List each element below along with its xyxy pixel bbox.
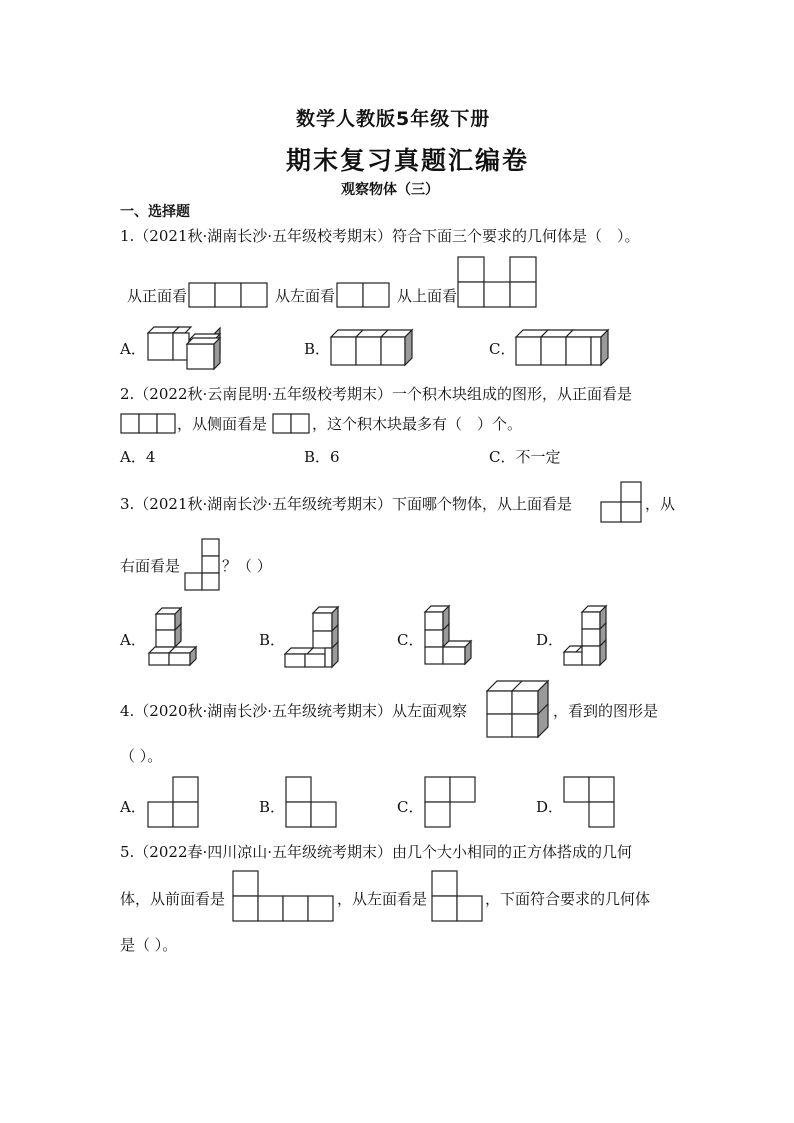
q1-option-a-figure bbox=[147, 320, 237, 370]
q4-object-figure bbox=[486, 680, 552, 740]
q3-option-d-figure bbox=[563, 605, 611, 667]
q4-option-c[interactable]: C． bbox=[397, 798, 424, 816]
q3-option-c-figure bbox=[424, 605, 480, 667]
q1-left-label: 从左面看 bbox=[275, 287, 336, 305]
q3-right-view-figure bbox=[184, 538, 222, 592]
q1-top-label: 从上面看 bbox=[397, 287, 458, 305]
question-3-text: 3.（2021秋·湖南长沙·五年级统考期末）下面哪个物体，从上面看是 bbox=[120, 495, 573, 513]
q1-front-view-figure bbox=[188, 282, 268, 308]
question-5-text: 5.（2022春·四川凉山·五年级统考期末）由几个大小相同的正方体搭成的几何 bbox=[120, 843, 633, 861]
q3-option-b-figure bbox=[284, 604, 344, 668]
q4-option-c-figure bbox=[424, 776, 478, 830]
q1-option-c-figure bbox=[515, 323, 611, 367]
question-1-text: 1.（2021秋·湖南长沙·五年级校考期末）符合下面三个要求的几何体是（ ）。 bbox=[120, 227, 640, 245]
q2-side-view-figure bbox=[272, 413, 312, 435]
question-2-text: 2.（2022秋·云南昆明·五年级校考期末）一个积木块组成的图形，从正面看是 bbox=[120, 385, 633, 403]
q3-option-a-figure bbox=[148, 605, 202, 667]
q1-front-label: 从正面看 bbox=[127, 287, 188, 305]
q3-text-line1-end: ，从 bbox=[645, 495, 676, 513]
q1-option-b-figure bbox=[330, 323, 420, 367]
q4-text-line2: （ ）。 bbox=[120, 747, 163, 765]
q1-option-c[interactable]: C． bbox=[489, 340, 516, 358]
q1-option-b[interactable]: B． bbox=[304, 340, 331, 358]
question-4-text: 4.（2020秋·湖南长沙·五年级统考期末）从左面观察 bbox=[120, 702, 468, 720]
q5-front-view-figure bbox=[232, 870, 336, 924]
q5-text-line2: 体，从前面看是 bbox=[120, 890, 226, 908]
q3-top-view-figure bbox=[600, 481, 644, 523]
q2-front-view-figure bbox=[120, 413, 176, 435]
q4-option-a-figure bbox=[147, 776, 201, 830]
q2-text-part1: ，从侧面看是 bbox=[177, 415, 268, 433]
q5-text-line2-end: ，下面符合要求的几何体 bbox=[485, 890, 651, 908]
section-heading: 一、选择题 bbox=[120, 204, 190, 220]
q5-text-line2-mid: ，从左面看是 bbox=[337, 890, 428, 908]
q3-text-line2-end: ？（ ） bbox=[222, 557, 272, 575]
q5-text-line3: 是（ ）。 bbox=[120, 936, 178, 954]
q5-left-view-figure bbox=[431, 870, 485, 924]
q4-option-d[interactable]: D． bbox=[536, 798, 564, 816]
q2-option-a[interactable]: A．4 bbox=[120, 448, 156, 466]
page-title: 数学人教版5年级下册 bbox=[296, 108, 491, 130]
q2-text-part2: ，这个积木块最多有（ ）个。 bbox=[312, 415, 523, 433]
q2-option-c[interactable]: C．不一定 bbox=[489, 448, 561, 466]
q1-top-view-figure bbox=[457, 256, 537, 308]
q4-option-a[interactable]: A． bbox=[120, 798, 146, 816]
q1-left-view-figure bbox=[336, 282, 390, 308]
q3-option-b[interactable]: B． bbox=[259, 631, 286, 649]
q4-option-b[interactable]: B． bbox=[259, 798, 286, 816]
q3-option-c[interactable]: C． bbox=[397, 631, 424, 649]
q4-text-line1-end: ，看到的图形是 bbox=[553, 702, 659, 720]
q3-option-d[interactable]: D． bbox=[536, 631, 564, 649]
q2-option-b[interactable]: B．6 bbox=[304, 448, 340, 466]
q4-option-b-figure bbox=[285, 776, 339, 830]
q3-text-line2: 右面看是 bbox=[120, 557, 181, 575]
topic-label: 观察物体（三） bbox=[341, 182, 439, 198]
q1-option-a[interactable]: A． bbox=[120, 340, 146, 358]
page-subtitle: 期末复习真题汇编卷 bbox=[286, 146, 530, 175]
q4-option-d-figure bbox=[563, 776, 617, 830]
q3-option-a[interactable]: A． bbox=[120, 631, 146, 649]
